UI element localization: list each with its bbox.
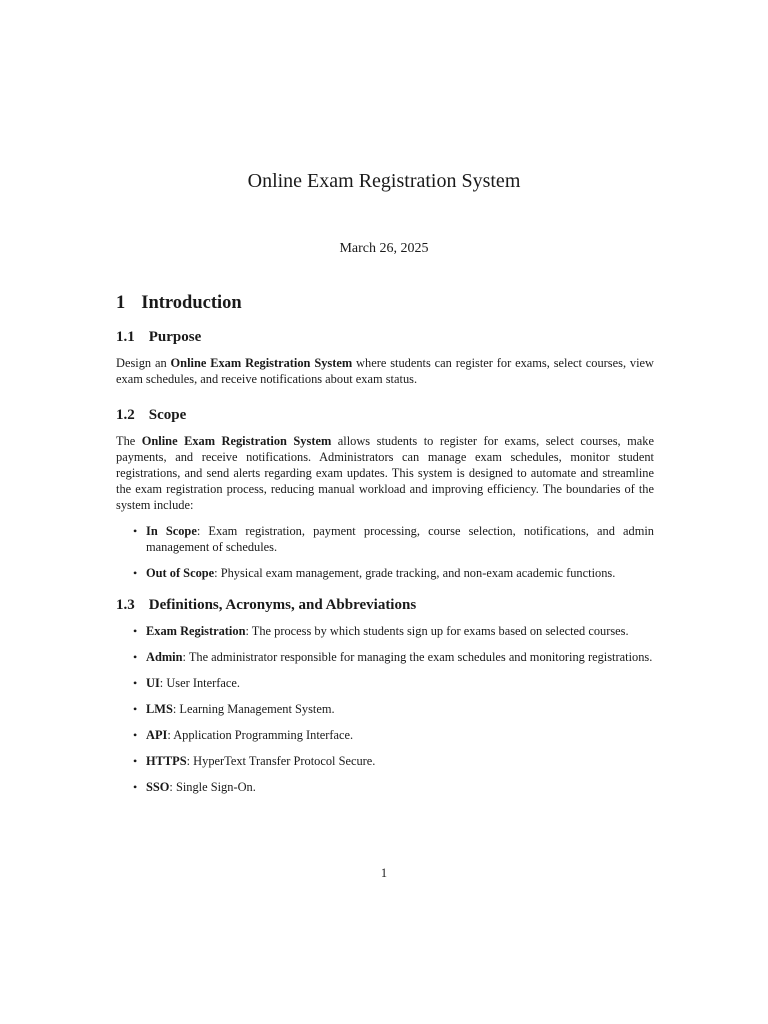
purpose-paragraph (116, 355, 654, 387)
list-item (116, 675, 654, 691)
bullet-icon: • (133, 702, 138, 716)
subsection-number: 1.1 (116, 329, 135, 345)
list-item (116, 701, 654, 717)
list-item (116, 565, 654, 581)
subsection-heading-purpose (116, 327, 654, 347)
subsection-number: 1.2 (116, 407, 135, 423)
paragraph-text: The (116, 434, 142, 448)
list-item-desc: : The administrator responsible for managing the exam schedules and monitoring registrations. (182, 650, 653, 664)
paragraph-text: allows students to register for exams, select courses, make payments, and receive notifications. Administrators can manage exam schedules, monitor student registrations, and send alerts regarding exam updates. This system is designed to automate and streamline the exam registration process, reducing manual workload and improving efficiency. The boundaries of the system include: (116, 434, 654, 512)
list-item-term: LMS (146, 702, 173, 716)
page-number: 1 (380, 866, 388, 880)
subsection-title: Scope (148, 407, 187, 423)
section-title: Introduction (141, 293, 242, 313)
list-item-term: API (146, 728, 168, 742)
document-title: Online Exam Registration System (247, 170, 521, 192)
list-item-term: UI (146, 676, 160, 690)
section-heading-introduction (116, 291, 654, 315)
list-item-desc: : The process by which students sign up for exams based on selected courses. (245, 624, 629, 638)
paragraph-bold-text: Online Exam Registration System (170, 356, 353, 370)
list-item (116, 727, 654, 743)
section-number: 1 (116, 293, 126, 313)
paragraph-text: where students can register for exams, select courses, view exam schedules, and receive notifications about exam status. (116, 356, 654, 386)
subsection-number: 1.3 (116, 597, 135, 613)
list-item (116, 523, 654, 555)
bullet-icon: • (133, 524, 138, 538)
paragraph-text: Design an (116, 356, 171, 370)
list-item-desc: : Physical exam management, grade tracking, and non-exam academic functions. (214, 566, 616, 580)
definitions-list (116, 623, 654, 795)
list-item-term: SSO (146, 780, 170, 794)
list-item (116, 753, 654, 769)
document-date: March 26, 2025 (339, 241, 429, 256)
list-item-term: HTTPS (146, 754, 187, 768)
list-item-desc: : Application Programming Interface. (167, 728, 354, 742)
bullet-icon: • (133, 676, 138, 690)
list-item-desc: : Learning Management System. (172, 702, 335, 716)
subsection-heading-scope (116, 405, 654, 425)
paragraph-bold-text: Online Exam Registration System (141, 434, 332, 448)
list-item-desc: : HyperText Transfer Protocol Secure. (186, 754, 376, 768)
list-item (116, 623, 654, 639)
scope-paragraph (116, 433, 654, 513)
scope-list (116, 523, 654, 581)
list-item-term: Exam Registration (146, 624, 246, 638)
document-body (116, 291, 654, 805)
list-item-desc: : User Interface. (159, 676, 240, 690)
list-item-term: In Scope (146, 524, 197, 538)
bullet-icon: • (133, 624, 138, 638)
subsection-heading-definitions (116, 595, 654, 615)
list-item (116, 649, 654, 665)
subsection-title: Definitions, Acronyms, and Abbreviations (148, 597, 417, 613)
bullet-icon: • (133, 780, 138, 794)
subsection-title: Purpose (148, 329, 202, 345)
list-item-desc: : Exam registration, payment processing, course selection, notifications, and admin management of schedules. (146, 524, 654, 554)
list-item (116, 779, 654, 795)
bullet-icon: • (133, 754, 138, 768)
list-item-term: Out of Scope (146, 566, 215, 580)
bullet-icon: • (133, 650, 138, 664)
bullet-icon: • (133, 566, 138, 580)
list-item-desc: : Single Sign-On. (169, 780, 256, 794)
list-item-term: Admin (146, 650, 183, 664)
bullet-icon: • (133, 728, 138, 742)
